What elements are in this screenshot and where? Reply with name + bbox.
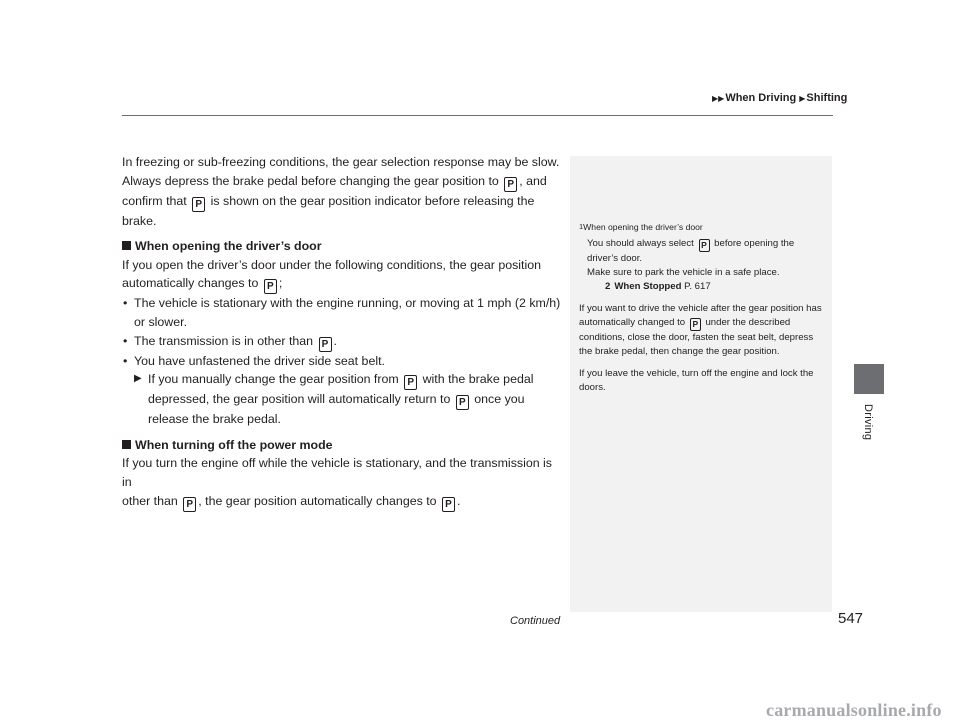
list-item: • The transmission is in other than P . <box>123 333 337 350</box>
breadcrumb <box>712 92 847 104</box>
intro-paragraph: In freezing or sub-freezing conditions, the gear selection response may be slow. Always depress the brake pedal before changing the gear position to P , and confirm that P is shown on the gear position indicator before releasing the brake. <box>122 155 560 228</box>
p-key-icon: P <box>456 395 469 410</box>
breadcrumb-item-shifting: Shifting <box>806 92 848 104</box>
bullet-icon: • <box>123 296 128 311</box>
door-section-heading: When opening the driver’s door <box>122 237 562 256</box>
watermark: carmanualsonline.info <box>766 700 942 720</box>
section-square-icon <box>122 440 131 449</box>
door-section-intro: If you open the driver’s door under the following conditions, the gear position automatically changes to P ; <box>122 257 542 293</box>
section-square-icon <box>122 241 131 250</box>
p-key-icon: P <box>504 177 517 192</box>
p-key-icon: P <box>183 497 196 512</box>
p-key-icon: P <box>699 239 710 252</box>
arrow-icon: ▶ <box>799 94 806 103</box>
p-key-icon: P <box>319 337 332 352</box>
list-item: • You have unfastened the driver side seat belt. <box>122 352 562 371</box>
arrow-icon: ▶ <box>134 373 142 385</box>
main-content <box>122 153 562 512</box>
p-key-icon: P <box>264 279 277 294</box>
cross-reference-link[interactable]: 2 When Stopped P. 617 <box>605 281 711 292</box>
p-key-icon: P <box>690 318 701 331</box>
note-title: 1When opening the driver’s door <box>579 222 703 232</box>
page-number: 547 <box>838 610 864 627</box>
list-item: • The vehicle is stationary with the engine running, or moving at 1 mph (2 km/h) or slower. <box>123 296 561 329</box>
sidebar-note: 1When opening the driver’s door You should always select P before opening the driver’s door. Make sure to park the vehicle in a safe place. 2 When Stopped P. 617 If you want to drive the vehicle after the gear position has automatically changed to P under the described conditions, close the door, fasten the seat belt, depress the brake pedal, then change the gear position. If you leave the vehicle, turn off the engine and lock the doors. <box>579 220 825 395</box>
chapter-label: Driving <box>862 404 874 441</box>
power-section-heading: When turning off the power mode <box>122 436 562 455</box>
bullet-icon: • <box>123 353 128 368</box>
p-key-icon: P <box>192 197 205 212</box>
header-rule <box>122 115 833 116</box>
chapter-tab <box>854 364 884 394</box>
p-key-icon: P <box>442 497 455 512</box>
reference-icon: 2 <box>605 281 611 292</box>
power-section-body: If you turn the engine off while the vehicle is stationary, and the transmission is in other than P , the gear position automatically changes to P . <box>122 456 553 510</box>
continued-label: Continued <box>510 615 561 627</box>
bullet-icon: • <box>123 333 128 348</box>
breadcrumb-item-when-driving: When Driving <box>725 92 797 104</box>
double-arrow-icon: ▶▶ <box>712 94 725 103</box>
p-key-icon: P <box>404 375 417 390</box>
sub-list-item: ▶ If you manually change the gear position from P with the brake pedal depressed, the gear position will automatically return to P once you release the brake pedal. <box>134 372 534 427</box>
